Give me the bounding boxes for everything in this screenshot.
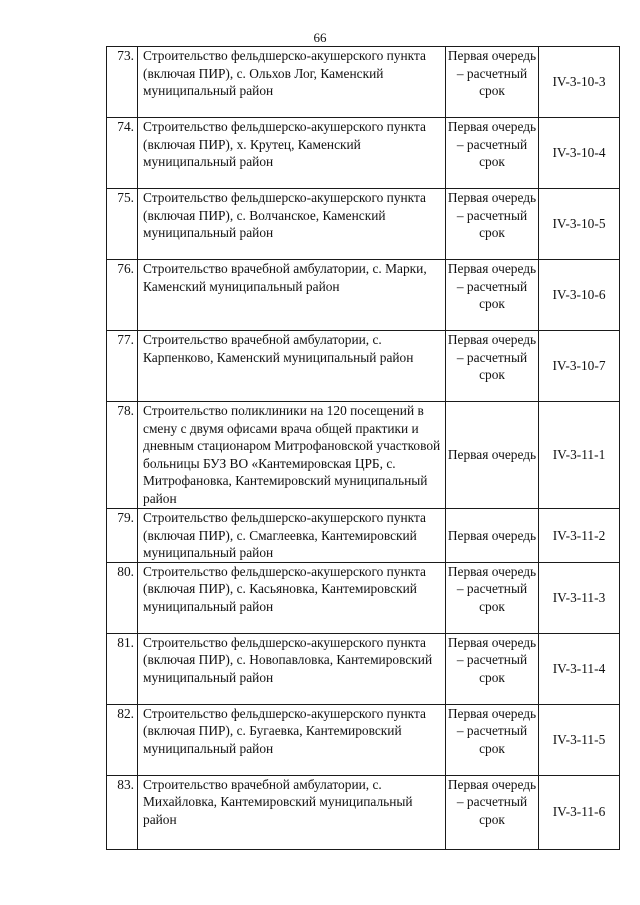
row-number: 78. <box>107 402 138 509</box>
row-number: 74. <box>107 118 138 189</box>
object-name: Строительство врачебной амбулатории, с. Карпенково, Каменский муниципальный район <box>138 331 446 402</box>
object-code: IV-3-10-3 <box>539 47 620 118</box>
object-code: IV-3-11-1 <box>539 402 620 509</box>
page-number: 66 <box>313 30 327 45</box>
object-code: IV-3-11-5 <box>539 704 620 775</box>
row-number: 79. <box>107 509 138 563</box>
table-row <box>107 47 620 118</box>
object-code: IV-3-10-6 <box>539 260 620 331</box>
object-name: Строительство фельдшерско-акушерского пункта (включая ПИР), с. Ольхов Лог, Каменский муниципальный район <box>138 47 446 118</box>
implementation-stage: Первая очередь <box>446 402 539 509</box>
implementation-stage: Первая очередь – расчетный срок <box>446 189 539 260</box>
table-row <box>107 509 620 563</box>
object-code: IV-3-10-4 <box>539 118 620 189</box>
table-row <box>107 704 620 775</box>
object-name: Строительство фельдшерско-акушерского пункта (включая ПИР), с. Смаглеевка, Кантемировский муниципальный район <box>138 509 446 563</box>
row-number: 80. <box>107 562 138 633</box>
object-name: Строительство врачебной амбулатории, с. Марки, Каменский муниципальный район <box>138 260 446 331</box>
object-code: IV-3-11-3 <box>539 562 620 633</box>
objects-table <box>106 46 620 850</box>
row-number: 76. <box>107 260 138 331</box>
implementation-stage: Первая очередь – расчетный срок <box>446 260 539 331</box>
row-number: 75. <box>107 189 138 260</box>
table-row <box>107 118 620 189</box>
implementation-stage: Первая очередь – расчетный срок <box>446 562 539 633</box>
object-name: Строительство фельдшерско-акушерского пункта (включая ПИР), с. Волчанское, Каменский муниципальный район <box>138 189 446 260</box>
implementation-stage: Первая очередь – расчетный срок <box>446 118 539 189</box>
object-name: Строительство фельдшерско-акушерского пункта (включая ПИР), с. Новопавловка, Кантемировский муниципальный район <box>138 633 446 704</box>
row-number: 83. <box>107 775 138 849</box>
implementation-stage: Первая очередь – расчетный срок <box>446 775 539 849</box>
object-code: IV-3-10-5 <box>539 189 620 260</box>
object-name: Строительство фельдшерско-акушерского пункта (включая ПИР), х. Крутец, Каменский муниципальный район <box>138 118 446 189</box>
row-number: 82. <box>107 704 138 775</box>
table-row <box>107 260 620 331</box>
implementation-stage: Первая очередь – расчетный срок <box>446 633 539 704</box>
object-code: IV-3-11-6 <box>539 775 620 849</box>
object-code: IV-3-11-2 <box>539 509 620 563</box>
object-name: Строительство фельдшерско-акушерского пункта (включая ПИР), с. Касьяновка, Кантемировский муниципальный район <box>138 562 446 633</box>
row-number: 77. <box>107 331 138 402</box>
table-row <box>107 331 620 402</box>
row-number: 73. <box>107 47 138 118</box>
table-row <box>107 633 620 704</box>
object-code: IV-3-11-4 <box>539 633 620 704</box>
object-name: Строительство врачебной амбулатории, с. Михайловка, Кантемировский муниципальный район <box>138 775 446 849</box>
implementation-stage: Первая очередь – расчетный срок <box>446 704 539 775</box>
implementation-stage: Первая очередь – расчетный срок <box>446 47 539 118</box>
table-row <box>107 402 620 509</box>
object-name: Строительство поликлиники на 120 посещений в смену с двумя офисами врача общей практики и дневным стационаром Митрофановской участковой больницы БУЗ ВО «Кантемировская ЦРБ, с. Митрофановка, Кантемировский муниципальный район <box>138 402 446 509</box>
implementation-stage: Первая очередь <box>446 509 539 563</box>
table-row <box>107 562 620 633</box>
row-number: 81. <box>107 633 138 704</box>
implementation-stage: Первая очередь – расчетный срок <box>446 331 539 402</box>
table-row <box>107 189 620 260</box>
object-name: Строительство фельдшерско-акушерского пункта (включая ПИР), с. Бугаевка, Кантемировский муниципальный район <box>138 704 446 775</box>
table-row <box>107 775 620 849</box>
object-code: IV-3-10-7 <box>539 331 620 402</box>
